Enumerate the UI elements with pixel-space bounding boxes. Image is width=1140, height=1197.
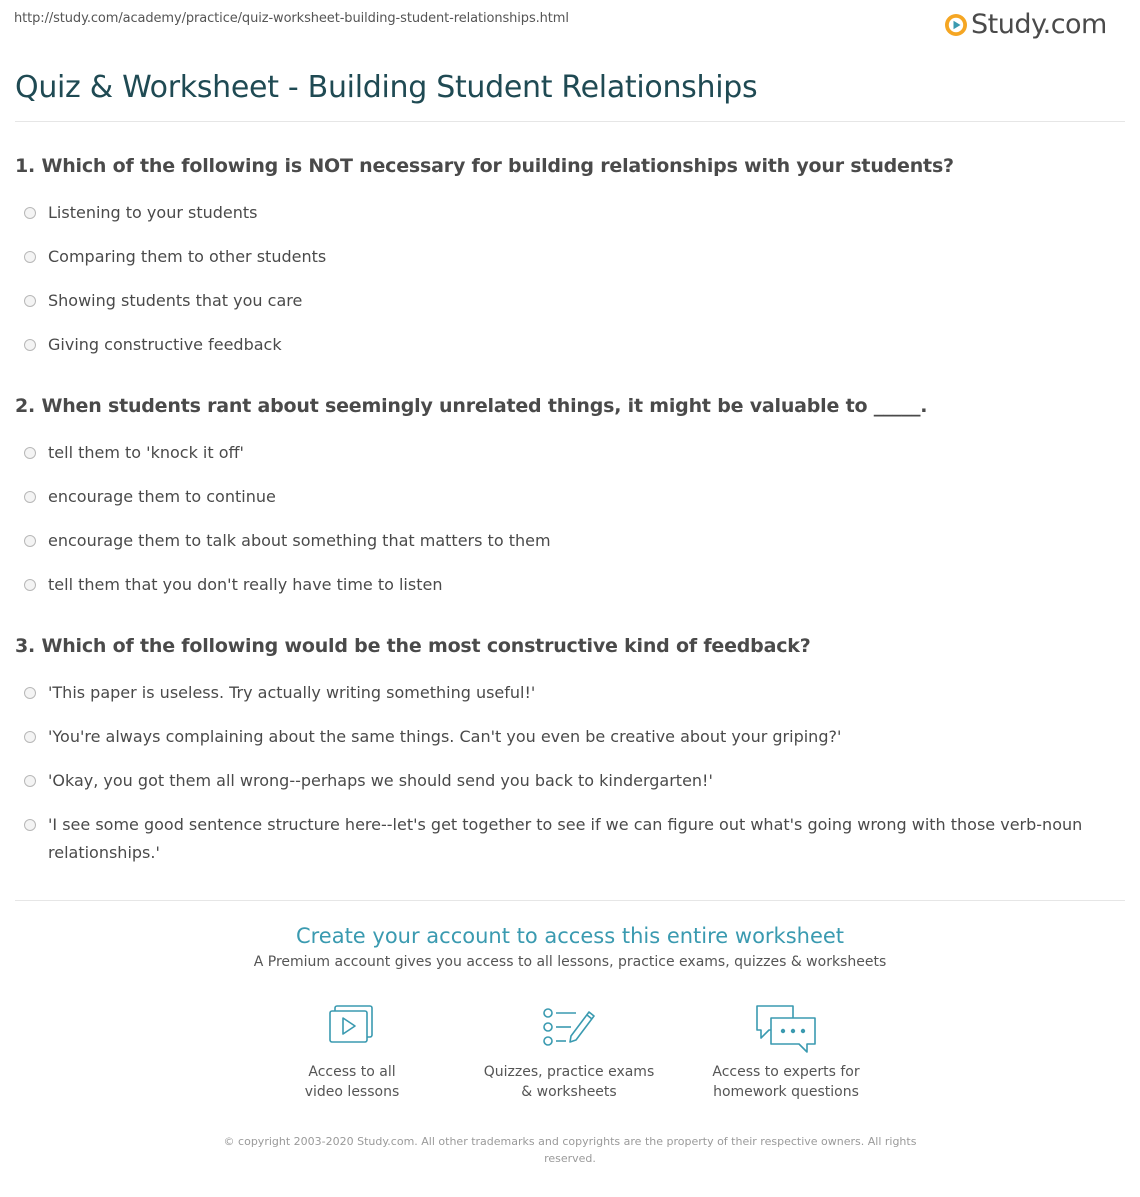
radio-button[interactable] [24,731,36,743]
answer-option-label: 'Okay, you got them all wrong--perhaps we should send you back to kindergarten!' [48,771,713,790]
quiz-checklist-icon [541,1004,597,1050]
radio-button[interactable] [24,491,36,503]
feature-video-lessons [252,1004,452,1102]
answer-option-label: tell them that you don't really have time to listen [48,575,443,594]
answer-option-label: encourage them to continue [48,487,276,506]
logo-text: Study.com [971,9,1107,40]
play-logo-icon [944,13,968,37]
feature-label-line: Quizzes, practice exams [483,1064,655,1080]
feature-label-line: Access to all [308,1064,396,1080]
answer-option-label: Giving constructive feedback [48,335,282,354]
answer-option-label: tell them to 'knock it off' [48,443,244,462]
chat-bubbles-icon [753,1004,819,1056]
page-title: Quiz & Worksheet - Building Student Relationships [15,70,758,105]
answer-option-label: Comparing them to other students [48,247,327,266]
feature-quizzes [469,1004,669,1102]
video-lessons-icon [324,1004,380,1050]
answer-option[interactable] [24,246,1084,271]
radio-button[interactable] [24,339,36,351]
radio-button[interactable] [24,251,36,263]
feature-label-line: Access to experts for [712,1064,860,1080]
question-1: 1. Which of the following is NOT necessary for building relationships with your students? [15,155,954,177]
question-2: 2. When students rant about seemingly unrelated things, it might be valuable to _____. [15,395,928,417]
answer-option[interactable] [24,682,1084,707]
feature-label-line: & worksheets [521,1084,617,1100]
section-divider [15,900,1125,901]
title-divider [15,121,1125,122]
feature-experts [686,1004,886,1102]
cta-create-account-link[interactable]: Create your account to access this entire worksheet [295,924,845,948]
study-logo[interactable] [944,9,1107,41]
cta-subtitle: A Premium account gives you access to all lessons, practice exams, quizzes & worksheets [253,954,887,970]
answer-option-label: Showing students that you care [48,291,303,310]
answer-option-label: 'This paper is useless. Try actually writing something useful!' [48,683,536,702]
answer-option[interactable] [24,814,1084,867]
radio-button[interactable] [24,819,36,831]
question-3: 3. Which of the following would be the most constructive kind of feedback? [15,635,811,657]
radio-button[interactable] [24,535,36,547]
page-url: http://study.com/academy/practice/quiz-worksheet-building-student-relationships.html [14,11,569,26]
answer-option[interactable] [24,770,1084,795]
radio-button[interactable] [24,775,36,787]
answer-option-label: 'You're always complaining about the same things. Can't you even be creative about your griping?' [48,727,842,746]
radio-button[interactable] [24,447,36,459]
answer-option[interactable] [24,530,1084,555]
answer-option-label: encourage them to talk about something that matters to them [48,531,551,550]
radio-button[interactable] [24,579,36,591]
radio-button[interactable] [24,207,36,219]
answer-option[interactable] [24,290,1084,315]
answer-option[interactable] [24,442,1084,467]
radio-button[interactable] [24,295,36,307]
answer-option[interactable] [24,574,1084,599]
feature-label-line: video lessons [304,1084,400,1100]
answer-option[interactable] [24,334,1084,359]
answer-option-label: Listening to your students [48,203,258,222]
copyright-footer: © copyright 2003-2020 Study.com. All other trademarks and copyrights are the property of their respective owners. All rights reserved. [223,1135,917,1165]
answer-option[interactable] [24,486,1084,511]
answer-option[interactable] [24,202,1084,227]
answer-option[interactable] [24,726,1084,751]
feature-label-line: homework questions [713,1084,859,1100]
answer-option-label: 'I see some good sentence structure here--let's get together to see if we can figure out what's going wrong with those verb-noun relationships.' [48,815,1083,862]
radio-button[interactable] [24,687,36,699]
